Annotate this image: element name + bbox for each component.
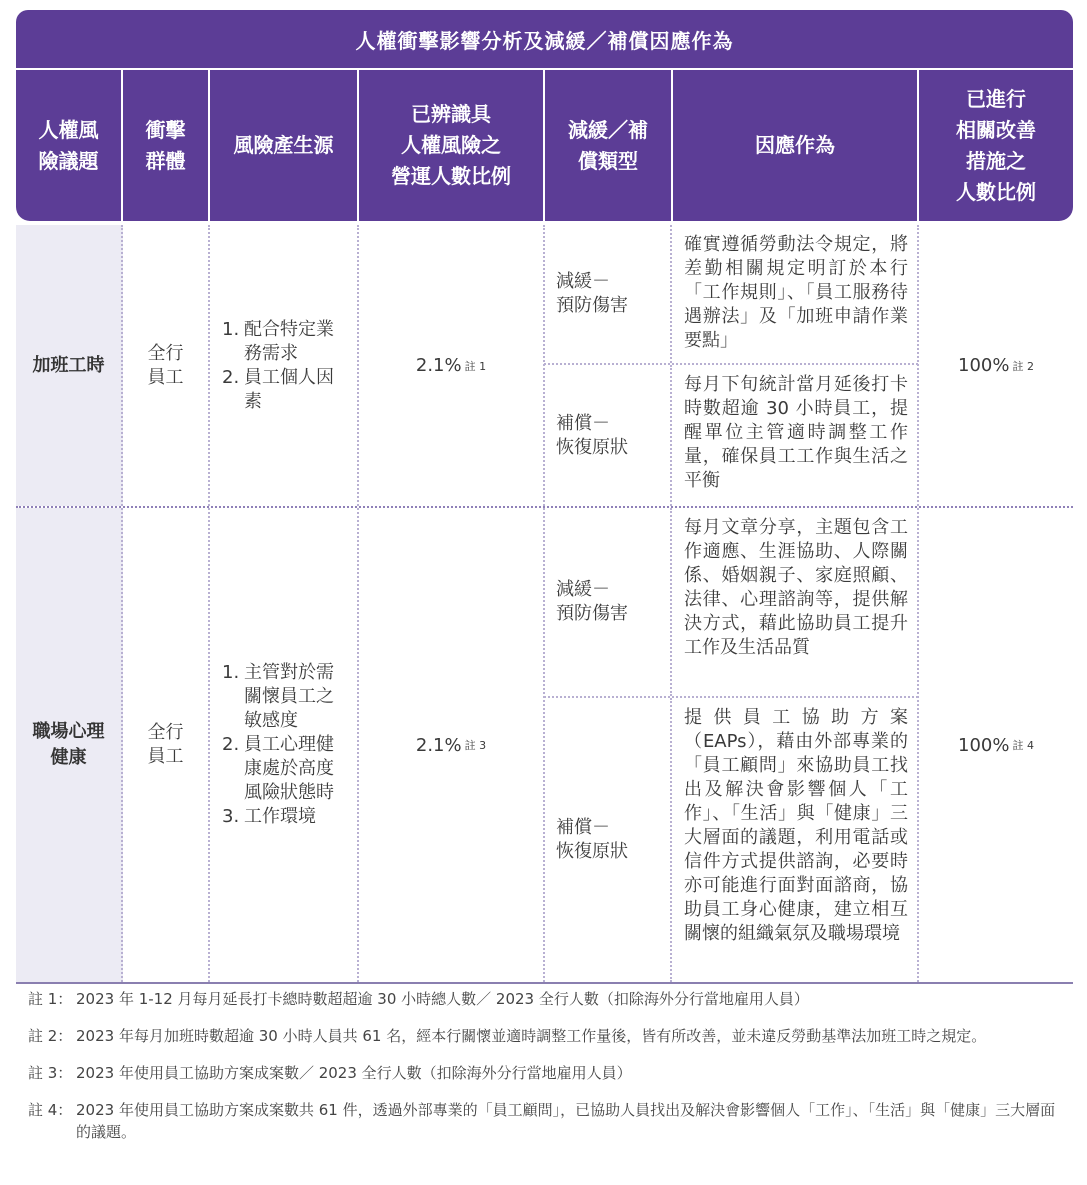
row-topic: 職場心理 健康 [16, 508, 123, 982]
list-item: 1. 配合特定業務需求 [222, 318, 334, 364]
row-measures [545, 225, 919, 506]
table-row [16, 508, 1073, 984]
row-improved-ratio: 100% 註 2 [958, 355, 1034, 376]
footnote-ref: 註 1 [464, 359, 487, 373]
table-body [16, 225, 1073, 984]
header-source: 風險產生源 [210, 70, 359, 221]
table-title: 人權衝擊影響分析及減緩／補償因應作為 [16, 10, 1073, 68]
row-risk-sources [210, 508, 359, 982]
table-header [16, 70, 1073, 221]
list-item: 3. 工作環境 [222, 806, 316, 827]
row-risk-sources [210, 225, 359, 506]
row-impact-group: 全行 員工 [123, 508, 210, 982]
measure-item: 補償－ 恢復原狀 提供員工協助方案（EAPs），藉由外部專業的「員工顧問」來協助員工找出及解決會影響個人「工作」、「生活」與「健康」三大層面的議題，利用電話或信件方式提供諮詢，必要時亦可能進行面對面諮商，協助員工身心健康，建立相互關懷的組織氣氛及職場環境 [544, 698, 918, 982]
header-group: 衝擊 群體 [123, 70, 210, 221]
row-risk-ratio: 2.1% 註 3 [359, 508, 545, 982]
human-rights-table [16, 10, 1073, 984]
footnote-ref: 註 3 [464, 739, 487, 752]
measure-item: 補償－ 恢復原狀 每月下旬統計當月延後打卡時數超逾 30 小時員工，提醒單位主管適時調整工作量，確保員工工作與生活之平衡 [544, 365, 918, 506]
footnote-ref: 註 4 [1012, 739, 1034, 752]
header-actions: 因應作為 [673, 70, 919, 221]
footnote-ref: 註 2 [1012, 359, 1034, 373]
list-item: 2. 員工個人因素 [222, 366, 334, 412]
footnotes [28, 988, 1068, 1158]
header-improved-ratio: 已進行 相關改善 措施之 人數比例 [919, 70, 1073, 221]
header-risk-ratio: 已辨識具 人權風險之 營運人數比例 [359, 70, 545, 221]
row-improved-ratio: 100% 註 4 [958, 734, 1034, 756]
footnote: 註 2： 2023 年每月加班時數超逾 30 小時人員共 61 名，經本行關懷並適時調整工作量後，皆有所改善，並未違反勞動基準法加班工時之規定。 [28, 1027, 987, 1045]
row-topic: 加班工時 [16, 225, 123, 506]
footnote: 註 3： 2023 年使用員工協助方案成案數／ 2023 全行人數（扣除海外分行當地雇用人員） [28, 1064, 632, 1082]
table-row [16, 225, 1073, 508]
list-item: 2. 員工心理健康處於高度風險狀態時 [222, 734, 334, 803]
header-measure-type: 減緩／補 償類型 [545, 70, 673, 221]
row-measures [545, 508, 919, 982]
header-topic: 人權風 險議題 [16, 70, 123, 221]
row-risk-ratio: 2.1% 註 1 [359, 225, 545, 506]
row-impact-group: 全行 員工 [123, 225, 210, 506]
measure-item: 減緩－ 預防傷害 確實遵循勞動法令規定，將差勤相關規定明訂於本行「工作規則」、「員工服務待遇辦法」及「加班申請作業要點」 [544, 225, 918, 365]
measure-item: 減緩－ 預防傷害 每月文章分享，主題包含工作適應、生涯協助、人際關係、婚姻親子、家庭照顧、法律、心理諮詢等，提供解決方式，藉此協助員工提升工作及生活品質 [544, 508, 918, 698]
footnote: 註 1： 2023 年 1-12 月每月延長打卡總時數超超逾 30 小時總人數／ 2023 全行人數（扣除海外分行當地雇用人員） [28, 990, 809, 1008]
list-item: 1. 主管對於需關懷員工之敏感度 [222, 662, 334, 731]
footnote: 註 4： 2023 年使用員工協助方案成案數共 61 件，透過外部專業的「員工顧問」，已協助人員找出及解決會影響個人「工作」、「生活」與「健康」三大層面的議題。 [28, 1101, 1056, 1141]
